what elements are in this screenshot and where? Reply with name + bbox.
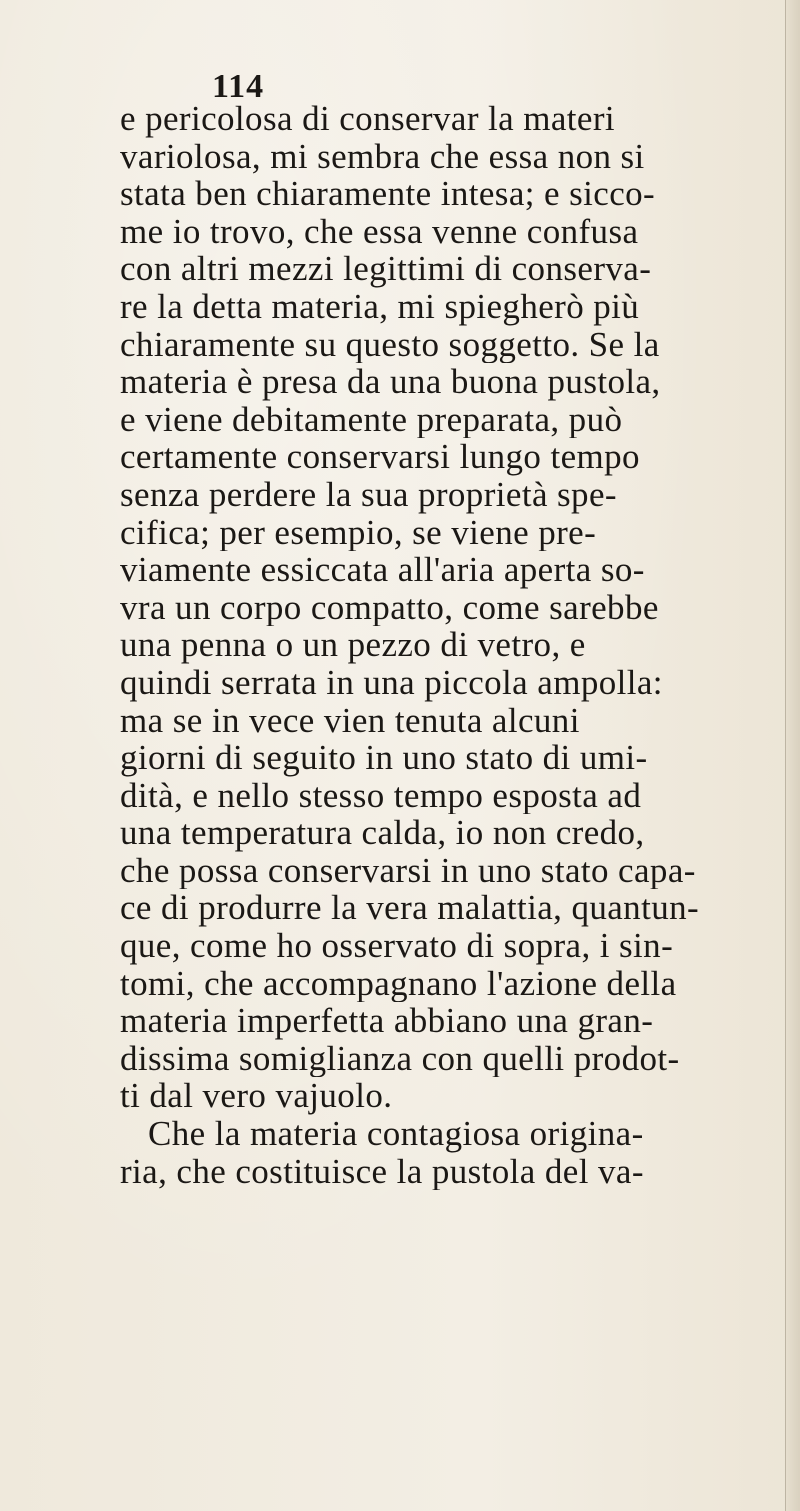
text-line: chiaramente su questo soggetto. Se la	[120, 325, 660, 364]
text-line: ma se in vece vien tenuta alcuni	[120, 701, 580, 740]
text-line: tomi, che accompagnano l'azione della	[120, 964, 677, 1003]
text-line: me io trovo, che essa venne confusa	[120, 212, 639, 251]
text-line: che possa conservarsi in uno stato capa-	[120, 851, 696, 890]
text-line: re la detta materia, mi spiegherò più	[120, 287, 640, 326]
page-number: 114	[212, 68, 265, 105]
text-line: vra un corpo compatto, come sarebbe	[120, 588, 659, 627]
text-line: e viene debitamente preparata, può	[120, 400, 623, 439]
text-line: Che la materia contagiosa origina-	[148, 1115, 644, 1153]
text-line: stata ben chiaramente intesa; e sicco-	[120, 175, 656, 213]
text-line: ti dal vero vajuolo.	[120, 1077, 393, 1116]
text-line: que, come ho osservato di sopra, i sin-	[120, 927, 674, 965]
text-line: una penna o un pezzo di vetro, e	[120, 626, 586, 664]
text-line: cifica; per esempio, se viene pre-	[120, 513, 597, 552]
text-line: giorni di seguito in uno stato di umi-	[120, 739, 648, 777]
body-text	[120, 100, 800, 1190]
text-line: materia imperfetta abbiano una gran-	[120, 1002, 654, 1040]
text-line: dissima somiglianza con quelli prodot-	[120, 1039, 680, 1078]
text-line: certamente conservarsi lungo tempo	[120, 438, 640, 476]
text-line: viamente essiccata all'aria aperta so-	[120, 551, 645, 589]
text-line: dità, e nello stesso tempo esposta ad	[120, 776, 642, 815]
text-line: una temperatura calda, io non credo,	[120, 814, 645, 852]
text-line: con altri mezzi legittimi di conserva-	[120, 250, 652, 288]
text-line: ce di produrre la vera malattia, quantun-	[120, 889, 700, 928]
text-line: variolosa, mi sembra che essa non si	[120, 137, 645, 176]
text-line: e pericolosa di conservar la materi	[120, 100, 616, 138]
text-line: quindi serrata in una piccola ampolla:	[120, 663, 663, 702]
text-line: senza perdere la sua proprietà spe-	[120, 475, 617, 514]
text-line: ria, che costituisce la pustola del va-	[120, 1152, 644, 1191]
text-line: materia è presa da una buona pustola,	[120, 363, 661, 401]
